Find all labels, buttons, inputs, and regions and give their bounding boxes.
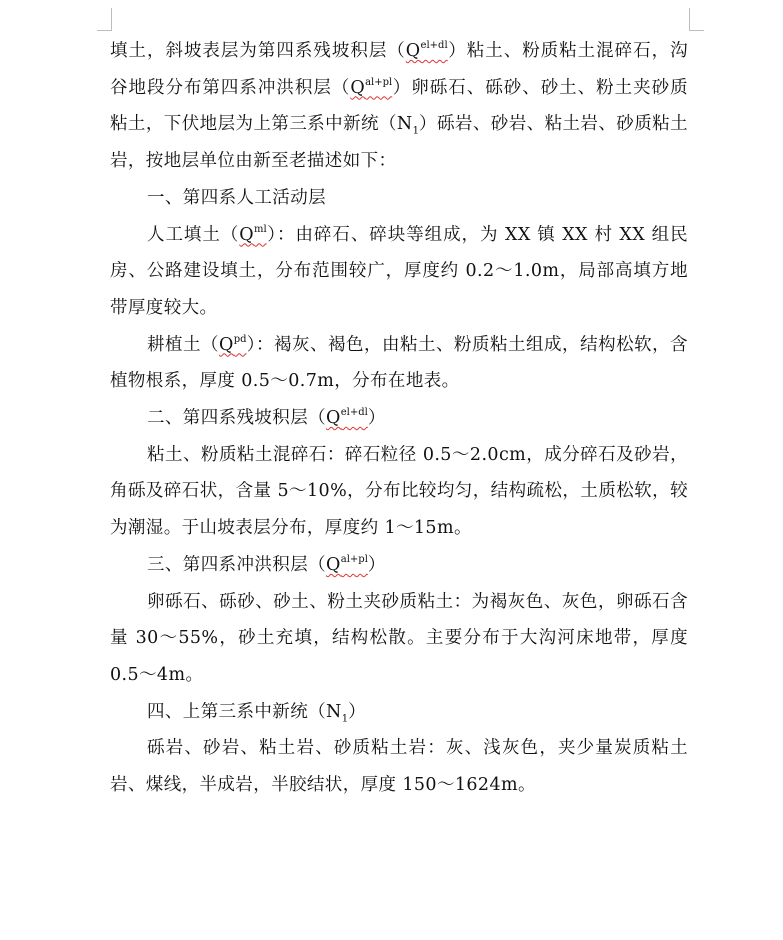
margin-corner-mark-left (97, 8, 112, 31)
section-heading-2: 二、第四系残坡积层$(Q^{el+dl})$ (147, 407, 386, 429)
section-heading-4: 四、上第三系中新统$(N_1)$ (147, 701, 366, 725)
paragraph-pebble-gravel: 卵砾石、砾砂、砂土、粉土夹砂质粘土：为褐灰色、灰色，卵砾石含量 30～55%，砂土充填，结构松散。主要分布于大沟河床地带，厚度 0.5～4m。 (110, 591, 688, 685)
formation-symbol: $Q^{pd}$ (219, 333, 247, 355)
paragraph-cultivated-soil: 耕植土$(Q^{pd})$：褐灰、褐色，由粘土、粉质粘土组成，结构松软，含植物根系，厚度 0.5～0.7m，分布在地表。 (110, 333, 688, 392)
formation-symbol: $Q^{al+pl}$ (326, 554, 368, 575)
formation-symbol: $Q^{al+pl}$ (350, 76, 393, 98)
formation-symbol: $Q^{ml}$ (239, 223, 267, 245)
paragraph-conglomerate: 砾岩、砂岩、粘土岩、砂质粘土岩：灰、浅灰色，夹少量炭质粘土岩、煤线，半成岩，半胶结状，厚度 150～1624m。 (110, 738, 688, 796)
margin-corner-mark-right (689, 8, 704, 31)
formation-symbol: $Q^{el+dl}$ (326, 407, 368, 429)
paragraph-artificial-fill: 人工填土$(Q^{ml})$：由碎石、碎块等组成，为 XX 镇 XX 村 XX 组民房、公路建设填土，分布范围较广，厚度约 0.2～1.0m，局部高填方地带厚度较大。 (110, 223, 689, 318)
paragraph-strata-overview: 填土，斜坡表层为第四系残坡积层$(Q^{el+dl})$粘土、粉质粘土混碎石，沟谷地段分布第四系冲洪积层$(Q^{al+pl})$卵砾石、砾砂、砂土、粉土夹砂质粘土，下伏地层为上第三系中新统$(N_1)$砾岩、砂岩、粘土岩、砂质粘土岩，按地层单位由新至老描述如下： (110, 40, 688, 172)
section-heading-3: 三、第四系冲洪积层$(Q^{al+pl})$ (147, 554, 386, 575)
formation-symbol: $N_1$ (326, 701, 349, 725)
section-heading-1: 一、第四系人工活动层 (147, 187, 326, 208)
formation-symbol: $Q^{el+dl}$ (405, 40, 448, 61)
formation-symbol: $N_1$ (396, 114, 420, 137)
paragraph-clay-gravel: 粘土、粉质粘土混碎石：碎石粒径 0.5～2.0cm，成分碎石及砂岩，角砾及碎石状，含量 5～10%，分布比较均匀，结构疏松，土质松软，较为潮湿。于山坡表层分布，厚度约 1～15m。 (110, 444, 688, 539)
document-body[interactable] (110, 33, 688, 804)
